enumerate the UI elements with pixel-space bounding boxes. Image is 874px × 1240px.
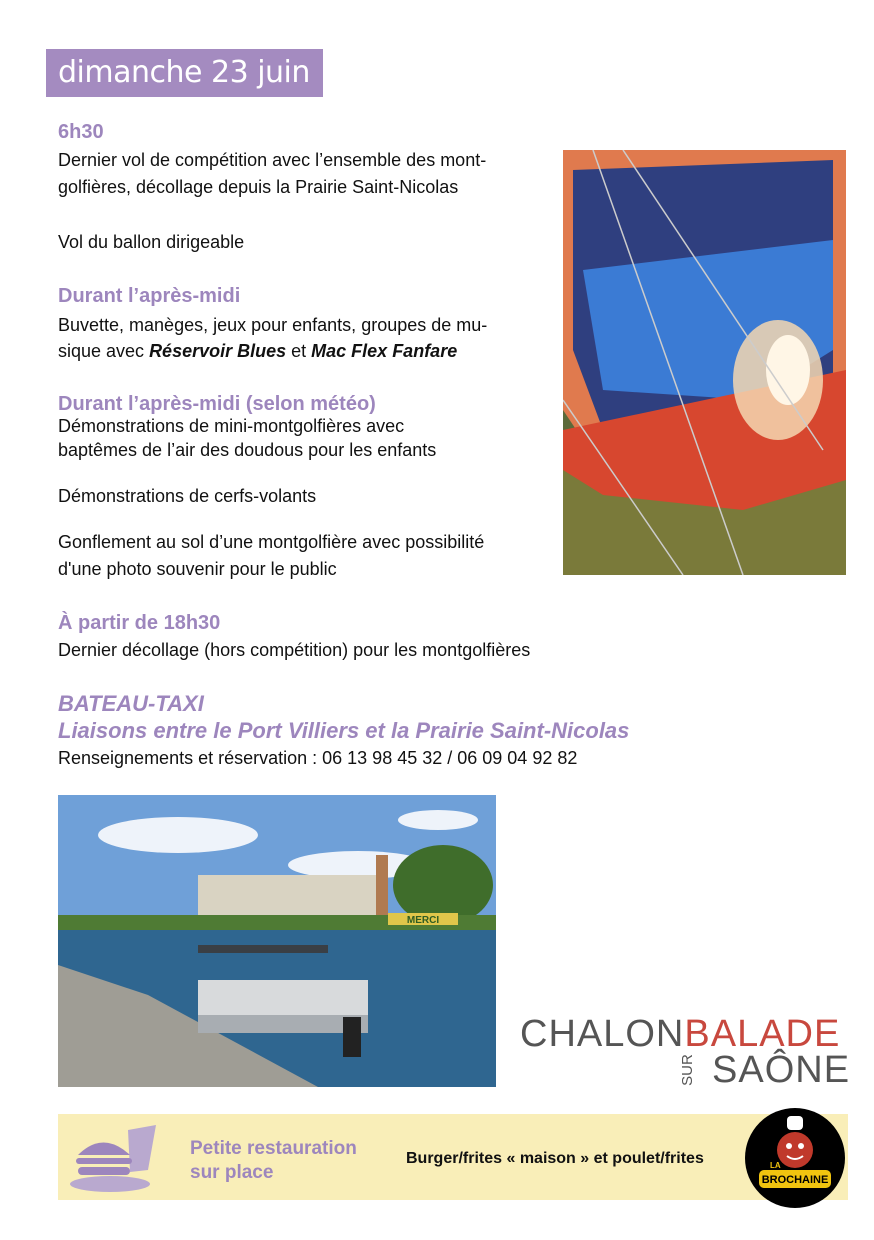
- text-line: baptêmes de l’air des doudous pour les enfants: [58, 440, 437, 460]
- text-line: d'une photo souvenir pour le public: [58, 559, 337, 579]
- brand-prefix: LA: [770, 1161, 781, 1170]
- text-line: Dernier vol de compétition avec l’ensemble des mont-: [58, 150, 487, 170]
- menu-text: Burger/frites « maison » et poulet/frites: [406, 1150, 704, 1167]
- restaurant-title: [190, 1137, 357, 1185]
- boat-subtitle: Liaisons entre le Port Villiers et la Prairie Saint-Nicolas: [58, 718, 630, 743]
- text-line: golfières, décollage depuis la Prairie Saint-Nicolas: [58, 177, 459, 197]
- band-name: Réservoir Blues: [149, 341, 287, 361]
- day-title: dimanche 23 juin: [46, 49, 323, 97]
- section-heading: Durant l’après-midi: [58, 285, 241, 307]
- text-line: Dernier décollage (hors compétition) pour les montgolfières: [58, 640, 531, 660]
- burger-fries-icon: [68, 1120, 163, 1195]
- logo-saone: SAÔNE: [712, 1049, 851, 1091]
- text-line: Buvette, manèges, jeux pour enfants, groupes de mu-: [58, 315, 488, 335]
- restaurant-line: sur place: [190, 1162, 274, 1183]
- text-line: [58, 338, 457, 365]
- time-heading: 6h30: [58, 121, 104, 143]
- text-line: Démonstrations de cerfs-volants: [58, 486, 317, 506]
- text-fragment: sique avec: [58, 341, 150, 361]
- la-brochaine-logo: [745, 1108, 845, 1208]
- balloon-photo: [563, 150, 846, 575]
- restaurant-line: Petite restauration: [190, 1138, 357, 1159]
- logo-sur: SUR: [679, 1054, 696, 1086]
- text-line: Démonstrations de mini-montgolfières avec: [58, 416, 405, 436]
- logo-part: BALADE: [684, 1013, 841, 1055]
- text-line: Vol du ballon dirigeable: [58, 232, 245, 252]
- text-fragment: et: [286, 341, 312, 361]
- boat-info: Renseignements et réservation : 06 13 98 45 32 / 06 09 04 92 82: [58, 748, 578, 768]
- boat-photo: [58, 795, 496, 1087]
- section-heading: Durant l’après-midi (selon météo): [58, 393, 376, 415]
- brand-name: BROCHAINE: [761, 1174, 829, 1186]
- logo-part: CHALON: [520, 1013, 685, 1055]
- band-name: Mac Flex Fanfare: [311, 341, 458, 361]
- section-heading: À partir de 18h30: [58, 612, 221, 634]
- text-line: Gonflement au sol d’une montgolfière avec possibilité: [58, 532, 485, 552]
- merci-sign: MERCI: [406, 915, 440, 926]
- boat-title: BATEAU-TAXI: [58, 691, 204, 716]
